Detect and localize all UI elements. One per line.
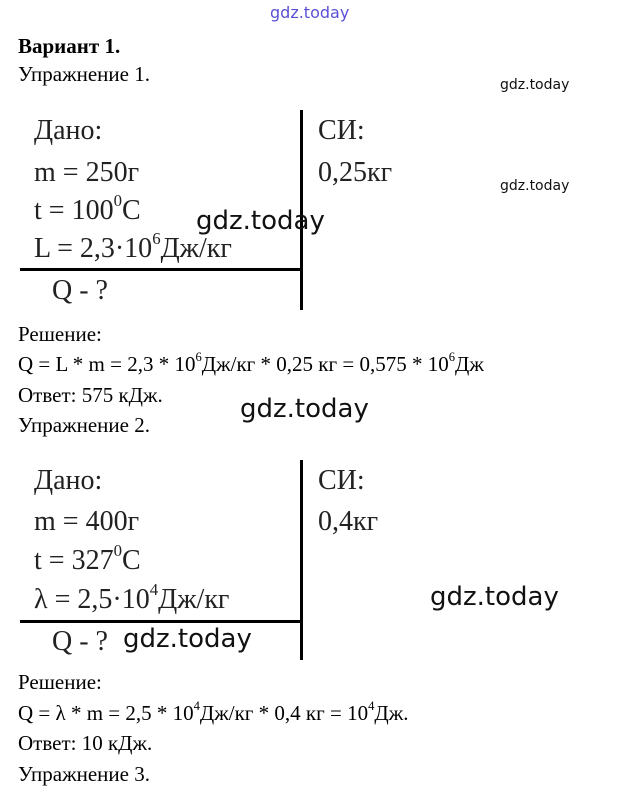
exercise2-heading: Упражнение 2. [18,413,150,437]
temperature-unit: C [121,195,141,226]
latent-heat-unit: Дж/кг [158,584,230,615]
latent-heat-exponent: 4 [149,580,159,600]
si-mass: 0,4кг [318,506,379,537]
given-label: Дано: [34,465,103,496]
watermark-mid-3: gdz.today [430,582,559,612]
page-title: Вариант 1. [18,34,121,58]
formula-part-1: Q = L * m = 2,3 * 10 [18,352,196,376]
temperature-value: t = 327 [34,545,114,576]
given-latent-heat [34,582,229,618]
solution-label-1: Решение: [18,322,102,346]
formula-part-2: Дж/кг * 0,4 кг = 10 [199,701,369,725]
solution-formula-2 [18,701,408,725]
formula-part-3: Дж [455,352,484,376]
answer-2: Ответ: 10 кДж. [18,731,153,755]
given-temperature [34,543,141,579]
given-find-divider [20,268,303,271]
watermark-inline: gdz.today [123,624,252,654]
exercise3-heading: Упражнение 3. [18,762,150,786]
temperature-unit: C [121,545,141,576]
exercise1-heading: Упражнение 1. [18,62,150,86]
given-latent-heat [34,231,232,267]
answer-1: Ответ: 575 кДж. [18,383,163,407]
temperature-exponent: 0 [113,191,122,211]
temperature-value: t = 100 [34,195,114,226]
formula-part-1: Q = λ * m = 2,5 * 10 [18,701,194,725]
temperature-exponent: 0 [113,541,122,561]
given-label: Дано: [34,115,103,146]
formula-part-3: Дж. [374,701,409,725]
formula-part-2: Дж/кг * 0,25 кг = 0,575 * 10 [201,352,449,376]
given-find-divider [20,620,303,623]
latent-heat-unit: Дж/кг [160,233,232,264]
solution-formula-1 [18,352,484,376]
watermark-mid-1: gdz.today [196,206,325,236]
si-label: СИ: [318,465,365,496]
find-quantity: Q - ? [52,275,108,306]
latent-heat-value: L = 2,3·10 [34,233,153,264]
formula-exponent-1: 4 [193,699,200,714]
find-quantity: Q - ? [52,626,108,657]
si-label: СИ: [318,115,365,146]
watermark-right-1: gdz.today [500,77,570,93]
solution-label-2: Решение: [18,670,102,694]
formula-exponent-2: 4 [368,699,375,714]
given-temperature [34,193,141,229]
given-mass: m = 250г [34,157,140,188]
formula-exponent-2: 6 [448,350,455,365]
given-si-divider [300,460,303,660]
latent-heat-value: λ = 2,5·10 [34,584,150,615]
latent-heat-exponent: 6 [152,229,161,249]
watermark-top: gdz.today [270,3,350,22]
si-mass: 0,25кг [318,157,393,188]
given-mass: m = 400г [34,506,140,537]
watermark-mid-2: gdz.today [240,394,369,424]
watermark-right-2: gdz.today [500,178,570,194]
formula-exponent-1: 6 [195,350,202,365]
